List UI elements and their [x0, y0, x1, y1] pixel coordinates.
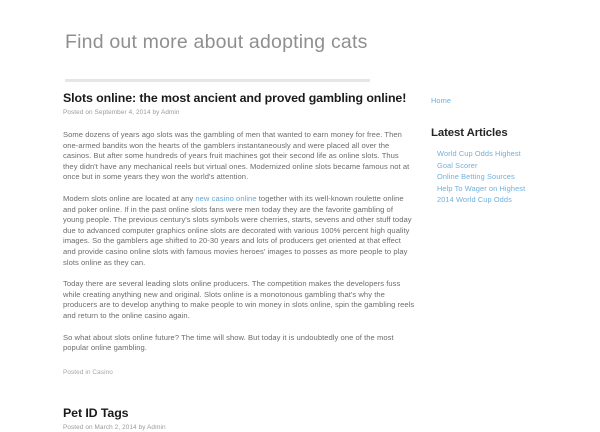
paragraph-text: Today there are several leading slots online producers. The competition makes the developers fuss while creating anything new and original. Slots online is a monotonous gambling that's why the producers are to develop anything to make people to win money in slots online, spin the gambling reels and return to the online casino again.	[63, 279, 415, 320]
article-paragraph	[63, 279, 415, 321]
list-item	[437, 170, 591, 182]
sidebar-nav-item-home	[431, 90, 591, 108]
widget-link-2014-world-cup-odds[interactable]: 2014 World Cup Odds	[437, 195, 512, 205]
widget-latest-articles	[431, 126, 591, 205]
widget-link-world-cup-odds-highest[interactable]: World Cup Odds Highest	[437, 149, 521, 158]
widget-list	[431, 147, 591, 205]
widget-link-online-betting-sources[interactable]: Online Betting Sources	[437, 172, 515, 182]
sidebar	[431, 90, 591, 205]
widget-link-goal-scorer[interactable]: Goal Scorer	[437, 160, 478, 170]
site-title: Find out more about adopting cats	[65, 31, 368, 53]
paragraph-text: So what about slots online future? The time will show. But today it is undoubtedly one of the most popular online gambling.	[63, 332, 394, 353]
article-meta: Posted on March 2, 2014 by Admin	[63, 423, 166, 431]
article-title[interactable]: Pet ID Tags	[63, 405, 129, 420]
nav-link-home[interactable]: Home	[431, 96, 452, 105]
inline-link-new-casino-online[interactable]: new casino online	[195, 193, 257, 203]
list-item	[437, 147, 591, 159]
list-item	[437, 182, 591, 194]
widget-title: Latest Articles	[431, 127, 508, 139]
list-item	[437, 159, 591, 171]
article-meta: Posted on September 4, 2014 by Admin	[63, 109, 180, 116]
article-primary	[63, 90, 415, 377]
site-header	[0, 0, 600, 80]
article-secondary	[63, 405, 415, 432]
sidebar-nav	[431, 90, 591, 108]
header-divider	[65, 79, 370, 82]
list-item	[437, 193, 591, 205]
paragraph-text-before: Modern slots online are located at any	[63, 193, 196, 203]
widget-link-help-to-wager-on-highest[interactable]: Help To Wager on Highest	[437, 183, 526, 193]
article-paragraph	[63, 194, 415, 268]
article-paragraph	[63, 130, 415, 183]
article-footer-categories[interactable]: Posted in Casino	[63, 368, 113, 376]
article-title[interactable]: Slots online: the most ancient and proved gambling online!	[63, 91, 407, 105]
article-body	[63, 130, 415, 354]
paragraph-text: Some dozens of years ago slots was the gambling of men that wanted to earn money for free. Then one-armed bandits won the hearts of the gamblers instantaneously and were placed all over the casinos. But after some hundreds of years fruit machines got their second life as online slots. Thus they didn't have any mechanical reels but virtual ones. Modernized online slots became famous not at once but in some years they won the world's attention.	[63, 130, 410, 182]
paragraph-text-after: together with its well-known roulette online and poker online. If in the past online slots fans were men today they are the favorite gambling of young people. The previous century's slots symbols were cherries, starts, sevens and other stuff today due to advanced computer graphics online slots are decorated with various 100% percent high quality images. So the gamblers age shifted to 20-30 years and lots of producers get oriented at that effect and provide casino online slots with famous movies heroes' images to posses as more people to play slots online as they can.	[63, 193, 412, 267]
article-paragraph	[63, 333, 415, 354]
main-content	[63, 90, 415, 432]
